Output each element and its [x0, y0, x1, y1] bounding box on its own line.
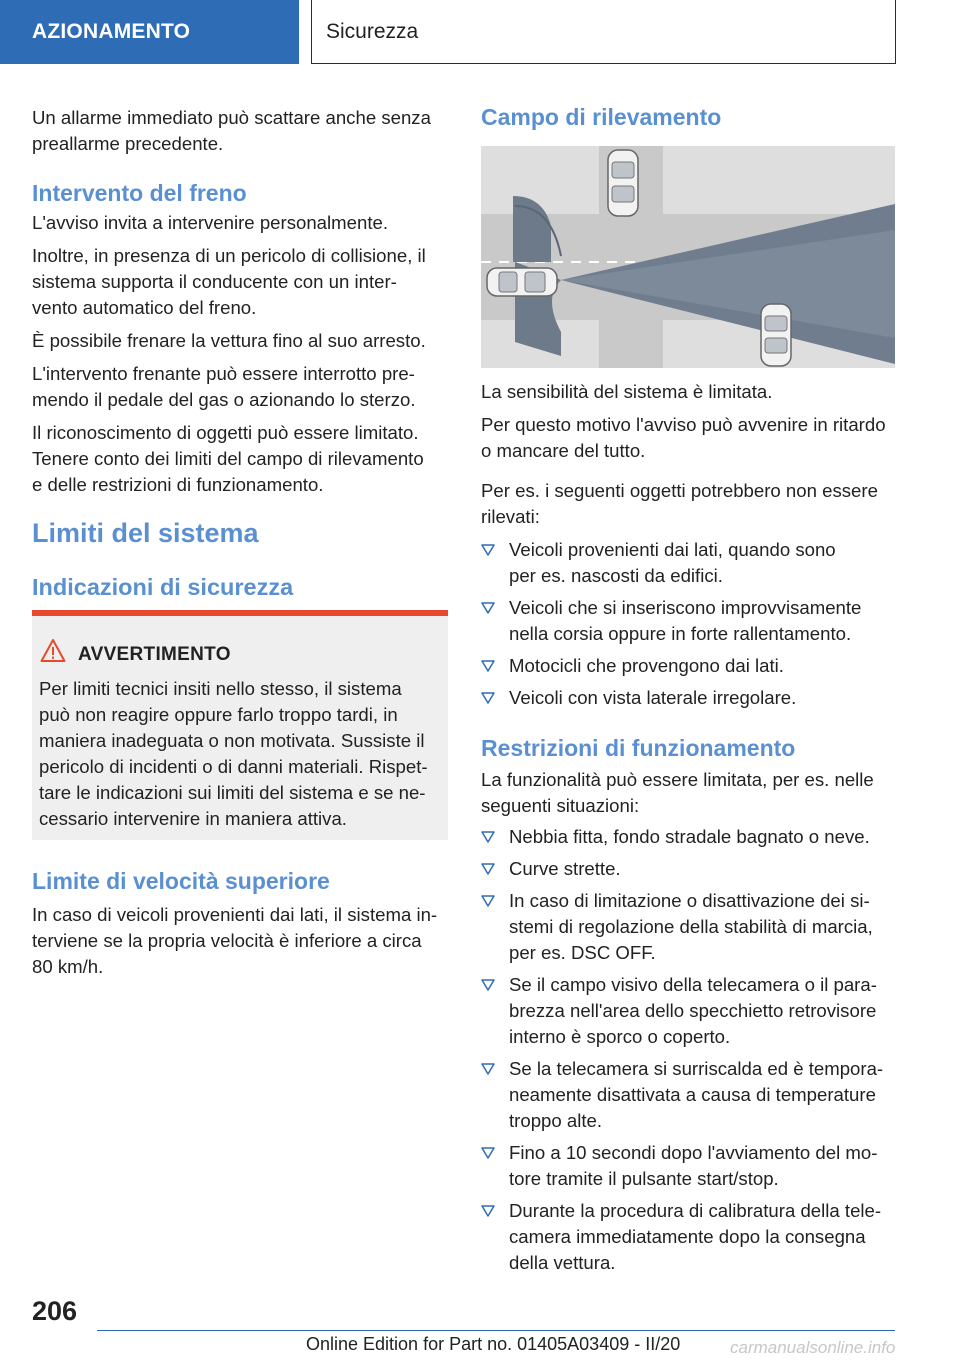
triangle-bullet-icon	[481, 862, 495, 876]
text-line: camera immediatamente dopo la consegna	[509, 1226, 866, 1247]
chapter-box	[311, 0, 896, 64]
text-line: Per questo motivo l'avviso può avvenire in ritardo	[481, 414, 886, 435]
text-line: neamente disattivata a causa di temperature	[509, 1084, 876, 1105]
list-item	[481, 1140, 895, 1192]
text-line: Per limiti tecnici insiti nello stesso, il sistema	[39, 678, 402, 699]
heading-range: Campo di rilevamento	[481, 104, 722, 130]
heading-limits: Limiti del sistema	[32, 518, 259, 548]
text-line: stemi di regolazione della stabilità di marcia,	[509, 916, 873, 937]
page-number: 206	[32, 1296, 78, 1326]
text-line: Veicoli che si inseriscono improvvisamente	[509, 597, 862, 618]
text-line: La funzionalità può essere limitata, per es. nelle	[481, 769, 874, 790]
text-line: In caso di veicoli provenienti dai lati, il sistema in-	[32, 904, 438, 925]
list-item	[481, 653, 895, 679]
sensitivity-section	[481, 379, 895, 530]
text-line: Un allarme immediato può scattare anche senza	[32, 107, 431, 128]
text-line: brezza nell'area dello specchietto retrovisore	[509, 1000, 877, 1021]
restrictions-list	[481, 824, 895, 1276]
heading-speed: Limite di velocità superiore	[32, 868, 330, 894]
warning-text	[39, 676, 439, 832]
intro-paragraph	[32, 105, 448, 157]
text-line: cessario intervenire in maniera attiva.	[39, 808, 347, 829]
text-line: Il riconoscimento di oggetti può essere limitato.	[32, 422, 419, 443]
detection-range-illustration	[481, 146, 895, 368]
edition-text: Online Edition for Part no. 01405A03409 - II/20	[306, 1334, 681, 1354]
text-line: rilevati:	[481, 506, 540, 527]
list-item	[481, 1056, 895, 1134]
chapter-title: Sicurezza	[326, 19, 419, 43]
triangle-bullet-icon	[481, 978, 495, 992]
text-line: Motocicli che provengono dai lati.	[509, 655, 784, 676]
text-line: maniera inadeguata o non motivata. Sussiste il	[39, 730, 425, 751]
text-line: terviene se la propria velocità è inferiore a circa	[32, 930, 422, 951]
text-line: sistema supporta il conducente con un inter-	[32, 271, 397, 292]
text-line: Se la telecamera si surriscalda ed è tempora-	[509, 1058, 884, 1079]
text-line: per es. DSC OFF.	[509, 942, 656, 963]
text-line: Durante la procedura di calibratura della tele-	[509, 1200, 882, 1221]
list-item	[481, 856, 895, 882]
text-line: Veicoli provenienti dai lati, quando sono	[509, 539, 836, 560]
triangle-bullet-icon	[481, 1062, 495, 1076]
watermark: carmanualsonline.info	[730, 1338, 896, 1357]
text-line: È possibile frenare la vettura fino al suo arresto.	[32, 330, 426, 351]
text-line: L'avviso invita a intervenire personalmente.	[32, 212, 388, 233]
triangle-bullet-icon	[481, 659, 495, 673]
text-line: Se il campo visivo della telecamera o il para-	[509, 974, 877, 995]
text-line: della vettura.	[509, 1252, 616, 1273]
text-line: vento automatico del freno.	[32, 297, 257, 318]
section-title: AZIONAMENTO	[32, 20, 191, 43]
text-line: nella corsia oppure in forte rallentamento.	[509, 623, 852, 644]
text-line: e delle restrizioni di funzionamento.	[32, 474, 324, 495]
text-line: pericolo di incidenti o di danni materiali. Rispet-	[39, 756, 428, 777]
list-item	[481, 888, 895, 966]
text-line: mendo il pedale del gas o azionando lo sterzo.	[32, 389, 416, 410]
objects-list	[481, 537, 895, 711]
text-line: seguenti situazioni:	[481, 795, 640, 816]
text-line: preallarme precedente.	[32, 133, 224, 154]
triangle-bullet-icon	[481, 1204, 495, 1218]
restrictions-intro	[481, 767, 895, 819]
heading-safety: Indicazioni di sicurezza	[32, 574, 294, 600]
warning-box	[32, 610, 448, 840]
text-line: interno è sporco o coperto.	[509, 1026, 731, 1047]
text-line: Veicoli con vista laterale irregolare.	[509, 687, 797, 708]
text-line: Per es. i seguenti oggetti potrebbero non essere	[481, 480, 878, 501]
list-item	[481, 685, 895, 711]
text-line: Curve strette.	[509, 858, 621, 879]
text-line: Fino a 10 secondi dopo l'avviamento del mo-	[509, 1142, 878, 1163]
text-line: per es. nascosti da edifici.	[509, 565, 723, 586]
heading-restrictions: Restrizioni di funzionamento	[481, 735, 796, 761]
text-line: 80 km/h.	[32, 956, 104, 977]
text-line: In caso di limitazione o disattivazione dei si-	[509, 890, 870, 911]
brake-section	[32, 210, 448, 498]
list-item	[481, 824, 895, 850]
text-line: può non reagire oppure farlo troppo tardi, in	[39, 704, 398, 725]
list-item	[481, 537, 895, 589]
triangle-bullet-icon	[481, 543, 495, 557]
text-line: o mancare del tutto.	[481, 440, 646, 461]
triangle-bullet-icon	[481, 691, 495, 705]
warning-title: AVVERTIMENTO	[78, 644, 231, 665]
text-line: tare le indicazioni sui limiti del sistema e se ne-	[39, 782, 426, 803]
triangle-bullet-icon	[481, 894, 495, 908]
section-tab	[0, 0, 299, 64]
warning-triangle-icon	[40, 638, 66, 664]
triangle-bullet-icon	[481, 830, 495, 844]
text-line: Tenere conto dei limiti del campo di rilevamento	[32, 448, 424, 469]
triangle-bullet-icon	[481, 601, 495, 615]
list-item	[481, 1198, 895, 1276]
text-line: La sensibilità del sistema è limitata.	[481, 381, 773, 402]
heading-brake: Intervento del freno	[32, 180, 247, 206]
footer-rule	[97, 1330, 895, 1331]
text-line: Nebbia fitta, fondo stradale bagnato o neve.	[509, 826, 870, 847]
text-line: troppo alte.	[509, 1110, 603, 1131]
list-item	[481, 595, 895, 647]
text-line: tore tramite il pulsante start/stop.	[509, 1168, 779, 1189]
speed-paragraph	[32, 902, 448, 980]
list-item	[481, 972, 895, 1050]
triangle-bullet-icon	[481, 1146, 495, 1160]
text-line: Inoltre, in presenza di un pericolo di collisione, il	[32, 245, 426, 266]
text-line: L'intervento frenante può essere interrotto pre-	[32, 363, 415, 384]
